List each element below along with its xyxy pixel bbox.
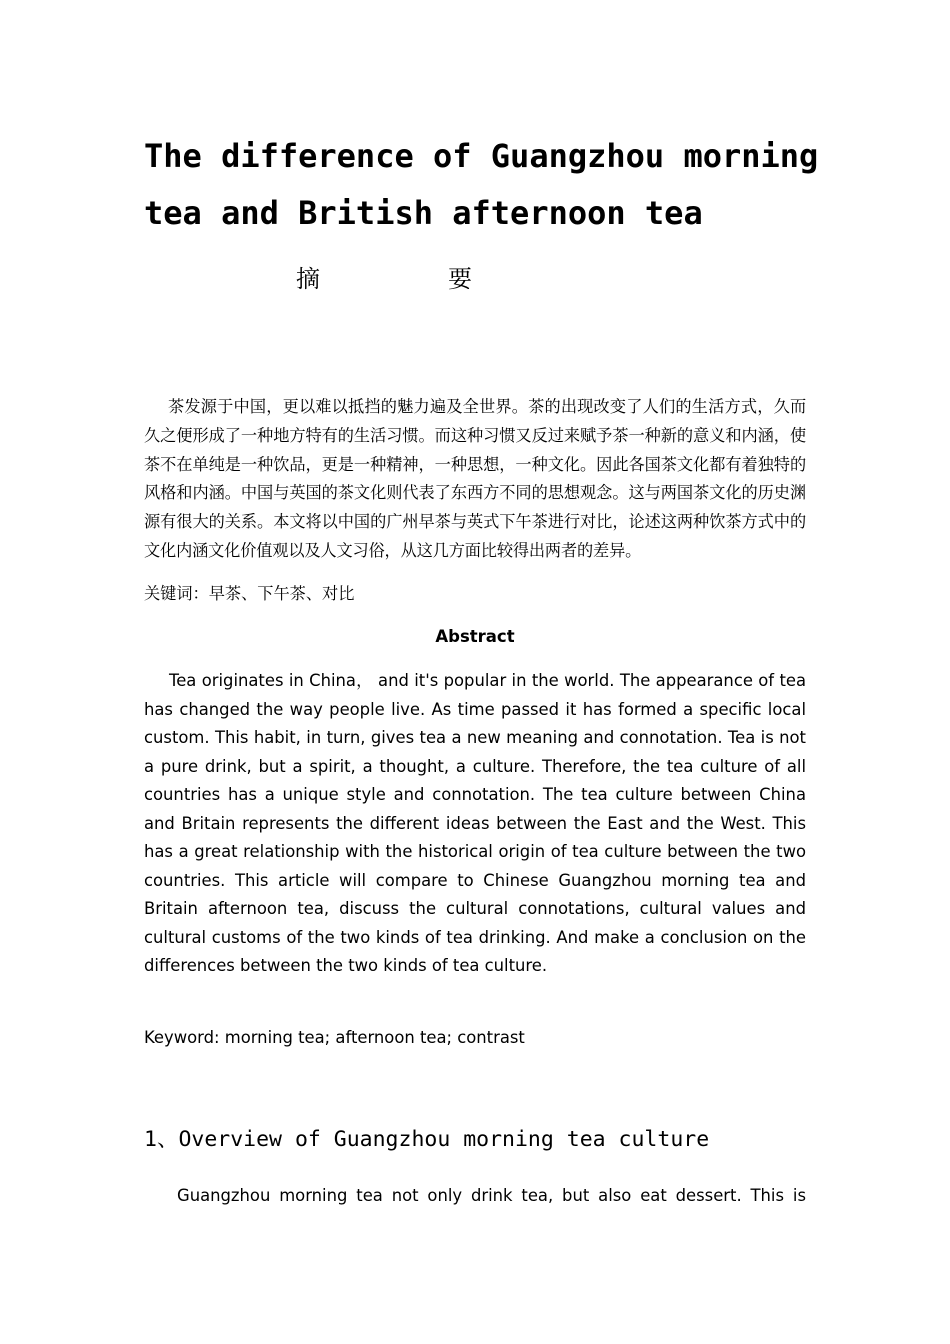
chinese-keywords: 关键词：早茶、下午茶、对比	[144, 584, 355, 603]
section-1-heading: 1、Overview of Guangzhou morning tea culture	[144, 1127, 710, 1152]
chinese-abstract-body: 茶发源于中国，更以难以抵挡的魅力遍及全世界。茶的出现改变了人们的生活方式，久而久之便形成了一种地方特有的生活习惯。而这种习惯又反过来赋予茶一种新的意义和内涵，使茶不在单纯是一种饮品，更是一种精神，一种思想，一种文化。因此各国茶文化都有着独特的风格和内涵。中国与英国的茶文化则代表了东西方不同的思想观念。这与两国茶文化的历史渊源有很大的关系。本文将以中国的广州早茶与英式下午茶进行对比，论述这两种饮茶方式中的文化内涵文化价值观以及人文习俗，从这几方面比较得出两者的差异。	[144, 397, 806, 560]
english-keywords: Keyword: morning tea; afternoon tea; contrast	[144, 1028, 525, 1047]
english-abstract-body: Tea originates in China， and it's popular in the world. The appearance of tea has changed the way people live. As time passed it has formed a specific local custom. This habit, in turn, gives tea a new meaning and connotation. Tea is not a pure drink, but a spirit, a thought, a culture. Therefore, the tea culture of all countries has a unique style and connotation. The tea culture between China and Britain represents the different ideas between the East and the West. This has a great relationship with the historical origin of tea culture between the two countries. This article will compare to Chinese Guangzhou morning tea and Britain afternoon tea, discuss the cultural connotations, cultural values and cultural customs of the two kinds of tea drinking. And make a conclusion on the differences between the two kinds of tea culture.	[144, 671, 806, 975]
section-1-body: Guangzhou morning tea not only drink tea, but also eat dessert. This is	[177, 1186, 806, 1205]
chinese-abstract-heading-char-2: 要	[448, 265, 472, 293]
document-title: The difference of Guangzhou morning tea and British afternoon tea	[144, 137, 819, 232]
english-abstract-heading: Abstract	[435, 627, 515, 646]
chinese-abstract-heading-char-1: 摘	[296, 265, 320, 293]
